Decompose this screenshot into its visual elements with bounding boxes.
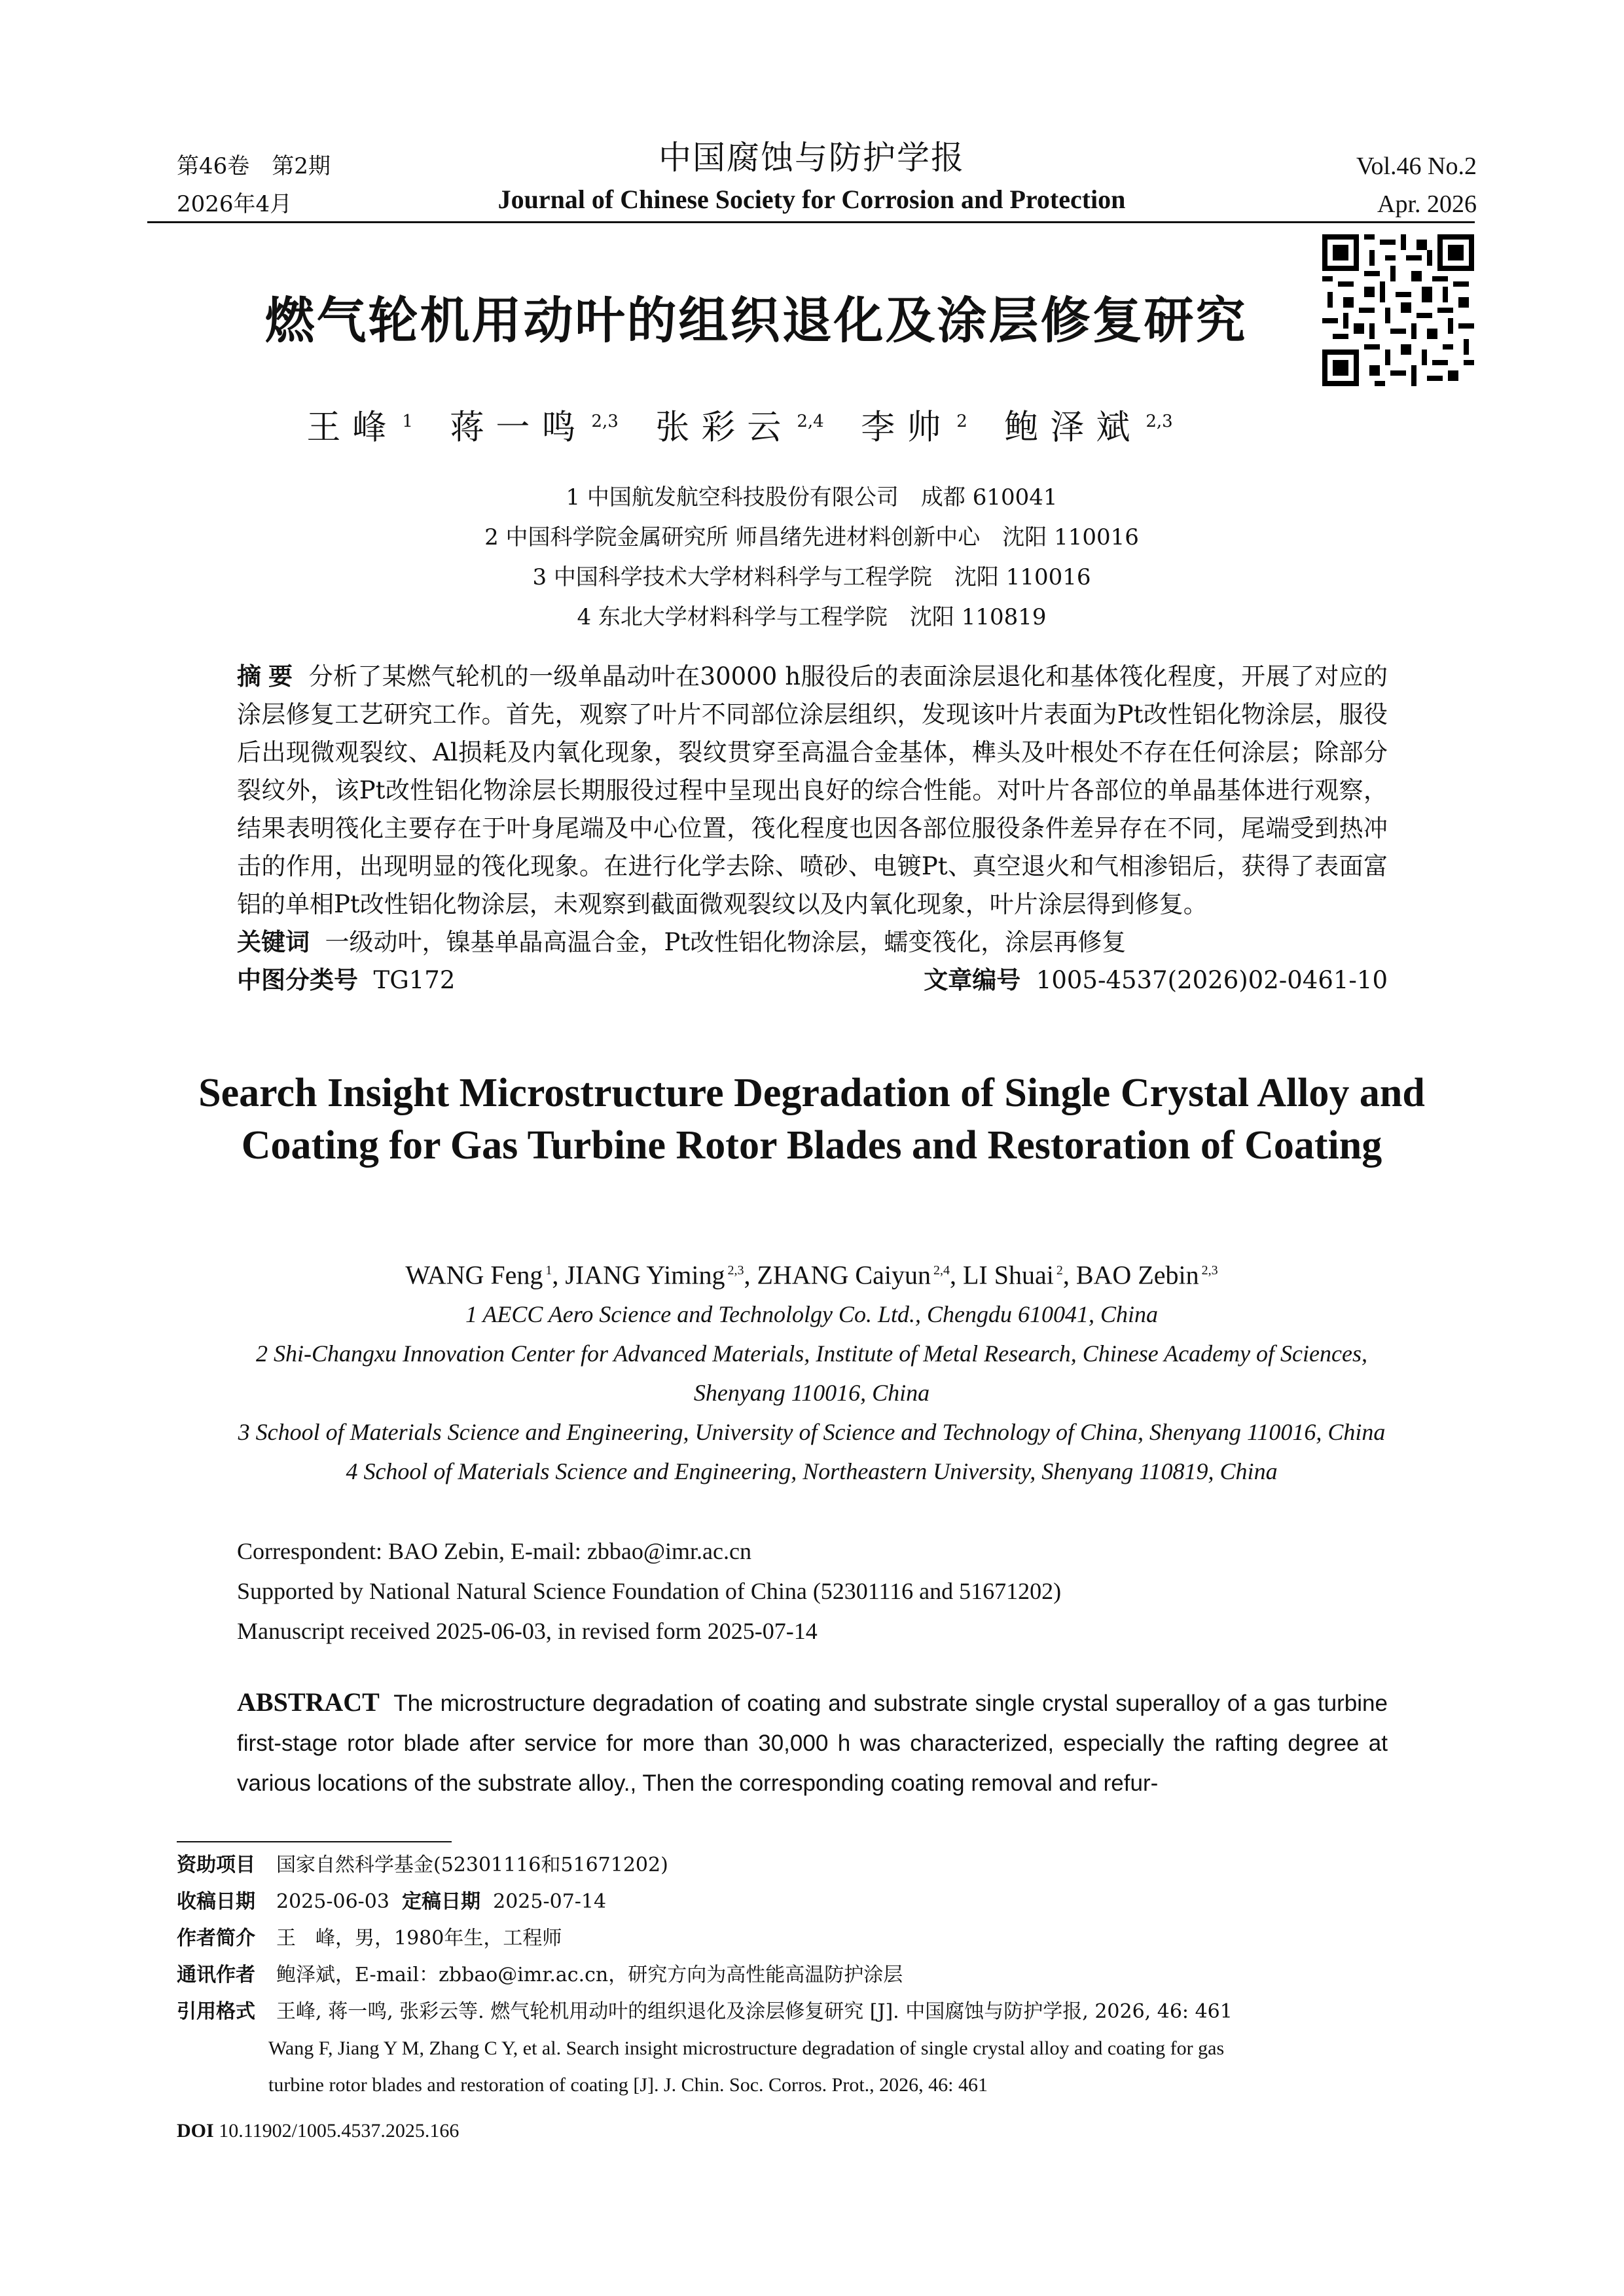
footnote-citation-en: Wang F, Jiang Y M, Zhang C Y, et al. Search insight microstructure degradation of single crystal alloy and coating for gas xyxy=(268,2037,1225,2059)
author-separator: , xyxy=(949,1260,963,1290)
article-number-value: 1005-4537(2026)02-0461-10 xyxy=(1036,966,1388,994)
abstract-en-text: The microstructure degradation of coating and substrate single crystal superalloy of a gas turbine first-stage rotor blade after service for more than 30,000 h was characterized, especially the rafting degree at various locations of the substrate alloy., Then the corresponding coating removal and refur- xyxy=(237,1691,1388,1796)
footnote-label: 通讯作者 xyxy=(177,1964,255,1986)
authors-cn xyxy=(196,395,1309,454)
footnote-citation xyxy=(177,1994,1394,2030)
affiliation-cn: 2 中国科学院金属研究所 师昌绪先进材料创新中心 沈阳 110016 xyxy=(484,524,1139,550)
clc-value: TG172 xyxy=(373,966,456,994)
abstract-cn xyxy=(237,658,1388,999)
footnote-value: 国家自然科学基金(52301116和51671202) xyxy=(276,1854,668,1876)
correspondent: Correspondent: BAO Zebin, E-mail: zbbao@imr.ac.cn xyxy=(237,1538,751,1564)
author-separator: , xyxy=(1062,1260,1076,1290)
footnote-correspondent xyxy=(177,1957,1394,1994)
footnotes xyxy=(177,1847,1394,2104)
doi-label: DOI xyxy=(177,2120,214,2142)
journal-name-en: Journal of Chinese Society for Corrosion and Protection xyxy=(497,185,1126,214)
author-en-aff: 2,3 xyxy=(1201,1263,1218,1278)
author-cn-aff: 2 xyxy=(956,412,967,431)
date-en: Apr. 2026 xyxy=(1377,190,1477,218)
author-cn-aff: 2,4 xyxy=(797,412,824,431)
abstract-en-label: ABSTRACT xyxy=(237,1687,380,1717)
footnote-author xyxy=(177,1920,1394,1957)
header-right xyxy=(1356,147,1477,223)
author-en-name: JIANG Yiming xyxy=(565,1260,725,1290)
footnote-label: 收稿日期 xyxy=(177,1891,255,1912)
author-en-aff: 2 xyxy=(1056,1263,1063,1278)
affiliation-en: 1 AECC Aero Science and Technololgy Co. Ltd., Chengdu 610041, China xyxy=(465,1301,1158,1327)
volume-cn: 第46卷 第2期 xyxy=(177,153,331,179)
author-en-aff: 2,4 xyxy=(933,1263,950,1278)
affiliation-en: 4 School of Materials Science and Engineering, Northeastern University, Shenyang 110819, China xyxy=(346,1458,1278,1484)
author-cn-aff: 2,3 xyxy=(1146,412,1173,431)
classification-row xyxy=(237,961,1388,999)
header-left xyxy=(177,147,331,223)
doi-value[interactable]: 10.11902/1005.4537.2025.166 xyxy=(219,2120,460,2142)
author-cn-name: 蒋一鸣 xyxy=(450,408,588,448)
keywords-cn xyxy=(237,924,1388,961)
meta-en xyxy=(237,1532,1415,1651)
author-cn-name: 张彩云 xyxy=(655,408,793,448)
affiliation-cn: 3 中国科学技术大学材料科学与工程学院 沈阳 110016 xyxy=(532,564,1091,590)
footnote-label: 引用格式 xyxy=(177,2001,255,2022)
footnote-value: 王峰, 蒋一鸣, 张彩云等. 燃气轮机用动叶的组织退化及涂层修复研究 [J]. 中国腐蚀与防护学报, 2026, 46: 461 xyxy=(276,2000,1233,2023)
author-en-name: LI Shuai xyxy=(962,1260,1054,1290)
supported-by: Supported by National Natural Science Foundation of China (52301116 and 51671202) xyxy=(237,1578,1062,1604)
clc-label: 中图分类号 xyxy=(237,967,358,994)
article-title-cn: 燃气轮机用动叶的组织退化及涂层修复研究 xyxy=(264,291,1248,350)
affiliation-en: 3 School of Materials Science and Engineering, University of Science and Technology of China, Shenyang 110016, China xyxy=(238,1419,1386,1445)
date-cn: 2026年4月 xyxy=(177,191,293,217)
doi xyxy=(177,2113,459,2149)
keywords-cn-text: 一级动叶，镍基单晶高温合金，Pt改性铝化物涂层，蠕变筏化，涂层再修复 xyxy=(325,928,1127,956)
article-number-label: 文章编号 xyxy=(924,967,1021,994)
footnote-value: 2025-07-14 xyxy=(493,1890,607,1913)
author-en-name: BAO Zebin xyxy=(1075,1260,1199,1290)
affiliations-cn xyxy=(196,478,1427,637)
author-cn-name: 鲍泽斌 xyxy=(1004,408,1142,448)
footnote-label: 资助项目 xyxy=(177,1854,255,1876)
author-separator: , xyxy=(744,1260,757,1290)
abstract-cn-text: 分析了某燃气轮机的一级单晶动叶在30000 h服役后的表面涂层退化和基体筏化程度，开展了对应的涂层修复工艺研究工作。首先，观察了叶片不同部位涂层组织，发现该叶片表面为Pt改性铝化物涂层，服役后出现微观裂纹、Al损耗及内氧化现象，裂纹贯穿至高温合金基体，榫头及叶根处不存在任何涂层；除部分裂纹外，该Pt改性铝化物涂层长期服役过程中呈现出良好的综合性能。对叶片各部位的单晶基体进行观察，结果表明筏化主要存在于叶身尾端及中心位置，筏化程度也因各部位服役条件差异存在不同，尾端受到热冲击的作用，出现明显的筏化现象。在进行化学去除、喷砂、电镀Pt、真空退火和气相渗铝后，获得了表面富铝的单相Pt改性铝化物涂层，未观察到截面微观裂纹以及内氧化现象，叶片涂层得到修复。 xyxy=(237,662,1388,918)
header-rule xyxy=(147,221,1475,223)
footnote-rule xyxy=(177,1841,452,1842)
affiliation-cn: 4 东北大学材料科学与工程学院 沈阳 110819 xyxy=(577,604,1047,630)
author-separator: , xyxy=(552,1260,566,1290)
author-cn-name: 李帅 xyxy=(861,408,953,448)
footnote-label: 作者简介 xyxy=(177,1928,255,1949)
author-en-aff: 1 xyxy=(545,1263,552,1278)
author-cn-aff: 1 xyxy=(402,412,413,431)
clc-group xyxy=(237,961,455,999)
affiliation-en: 2 Shi-Changxu Innovation Center for Advanced Materials, Institute of Metal Research, Chinese Academy of Sciences, Shenyang 110016, China xyxy=(256,1340,1367,1406)
footnote-value: 王 峰，男，1980年生，工程师 xyxy=(276,1927,562,1950)
footnote-value: 2025-06-03 xyxy=(276,1890,389,1913)
journal-title-block xyxy=(393,134,1231,218)
footnote-dates xyxy=(177,1884,1394,1920)
affiliations-en xyxy=(216,1295,1407,1491)
author-en-name: ZHANG Caiyun xyxy=(757,1260,931,1290)
author-cn-aff: 2,3 xyxy=(591,412,619,431)
volume-en: Vol.46 No.2 xyxy=(1356,152,1477,180)
footnote-value: 鲍泽斌，E-mail：zbbao@imr.ac.cn，研究方向为高性能高温防护涂层 xyxy=(276,1964,903,1986)
keywords-cn-label: 关键词 xyxy=(237,929,310,956)
abstract-cn-paragraph xyxy=(237,658,1388,924)
manuscript-dates: Manuscript received 2025-06-03, in revised form 2025-07-14 xyxy=(237,1618,818,1644)
author-en-name: WANG Feng xyxy=(405,1260,543,1290)
footnote-label: 定稿日期 xyxy=(402,1891,481,1912)
qr-code-icon[interactable] xyxy=(1322,234,1474,386)
article-title-en: Search Insight Microstructure Degradation of Single Crystal Alloy and Coating for Gas Turbine Rotor Blades and Restoration of Coating xyxy=(198,1071,1425,1168)
authors-en xyxy=(196,1250,1427,1295)
footnote-citation-en: turbine rotor blades and restoration of coating [J]. J. Chin. Soc. Corros. Prot., 2026, 46: 461 xyxy=(268,2074,988,2096)
article-number-group xyxy=(924,961,1388,999)
abstract-cn-label: 摘 要 xyxy=(237,663,293,690)
abstract-en xyxy=(237,1682,1388,1803)
affiliation-cn: 1 中国航发航空科技股份有限公司 成都 610041 xyxy=(566,484,1058,511)
footnote-funding xyxy=(177,1847,1394,1884)
journal-name-cn: 中国腐蚀与防护学报 xyxy=(659,139,965,177)
author-cn-name: 王峰 xyxy=(306,408,399,448)
author-en-aff: 2,3 xyxy=(727,1263,744,1278)
